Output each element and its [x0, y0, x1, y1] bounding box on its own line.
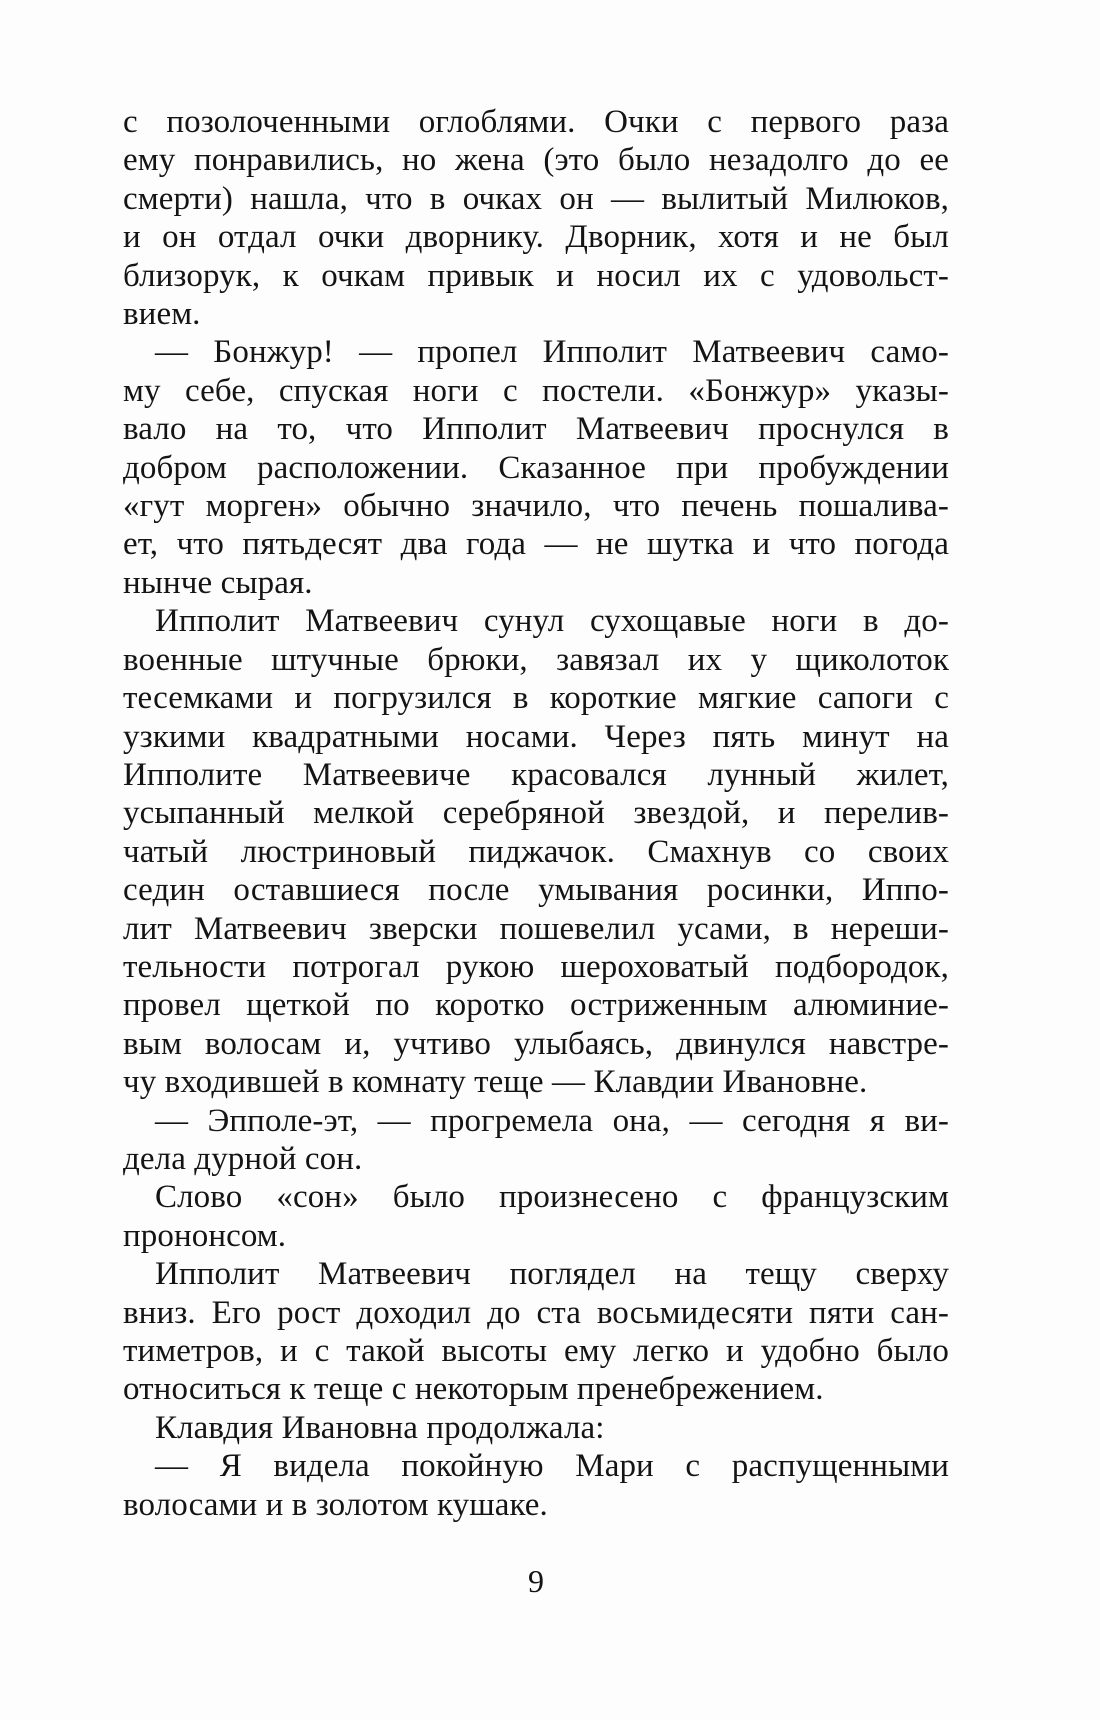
text-line: дела дурной сон. — [123, 1140, 363, 1177]
text-line: — Я видела покойную Мари с распущенными — [155, 1448, 949, 1485]
text-line: «гут морген» обычно значило, что печень пошалива- — [123, 488, 949, 525]
text-line: волосами и в золотом кушаке. — [123, 1486, 548, 1523]
text-line: ему понравились, но жена (это было незадолго до ее — [123, 142, 949, 179]
paragraph — [123, 602, 949, 1101]
text-line: чу входившей в комнату теще — Клавдии Ивановне. — [123, 1064, 868, 1101]
paragraph — [123, 1447, 949, 1524]
text-line: Слово «сон» было произнесено с французским — [155, 1179, 949, 1216]
text-line: военные штучные брюки, завязал их у щиколоток — [123, 641, 949, 678]
text-line: Ипполит Матвеевич поглядел на тещу сверху — [155, 1256, 949, 1293]
text-line: узкими квадратными носами. Через пять минут на — [123, 718, 949, 755]
text-line: тиметров, и с такой высоты ему легко и удобно было — [123, 1333, 949, 1369]
paragraph — [123, 1409, 949, 1447]
text-line: и он отдал очки дворнику. Дворник, хотя и не был — [123, 219, 949, 256]
paragraph — [123, 103, 949, 333]
text-line: провел щеткой по коротко остриженным алюминие- — [123, 987, 949, 1024]
text-line: нынче сырая. — [123, 564, 313, 601]
text-line: му себе, спуская ноги с постели. «Бонжур» указы- — [123, 372, 949, 409]
text-line: тельности потрогал рукою шероховатый подбородок, — [123, 948, 949, 985]
text-line: чатый люстриновый пиджачок. Смахнув со своих — [123, 833, 949, 870]
text-line: вием. — [123, 296, 201, 333]
text-line: близорук, к очкам привык и носил их с удовольст- — [123, 257, 949, 294]
text-line: лит Матвеевич зверски пошевелил усами, в нереши- — [123, 910, 949, 947]
text-block — [123, 103, 949, 1524]
text-line: — Бонжур! — пропел Ипполит Матвеевич само- — [155, 334, 949, 371]
text-line: с позолоченными оглоблями. Очки с первого раза — [123, 104, 949, 140]
text-line: смерти) нашла, что в очках он — вылитый Милюков, — [123, 180, 949, 217]
text-line: — Эпполе-эт, — прогремела она, — сегодня я ви- — [155, 1102, 949, 1139]
text-line: тесемками и погрузился в короткие мягкие сапоги с — [123, 680, 949, 717]
text-line: Ипполит Матвеевич сунул сухощавые ноги в до- — [155, 603, 949, 640]
text-line: добром расположении. Сказанное при пробуждении — [123, 449, 949, 486]
text-line: прононсом. — [123, 1217, 287, 1254]
text-line: ет, что пятьдесят два года — не шутка и что погода — [123, 526, 949, 563]
text-line: относиться к теще с некоторым пренебрежением. — [123, 1371, 824, 1408]
text-line: Ипполите Матвеевиче красовался лунный жилет, — [123, 756, 949, 793]
text-line: вниз. Его рост доходил до ста восьмидесяти пяти сан- — [123, 1294, 949, 1331]
page-number: 9 — [528, 1563, 544, 1599]
text-line: вало на то, что Ипполит Матвеевич проснулся в — [123, 411, 949, 448]
text-line: усыпанный мелкой серебряной звездой, и перелив- — [123, 795, 949, 832]
text-line: вым волосам и, учтиво улыбаясь, двинулся навстре- — [123, 1025, 949, 1062]
paragraph — [123, 1255, 949, 1409]
paragraph — [123, 333, 949, 602]
text-line: Клавдия Ивановна продолжала: — [155, 1409, 605, 1446]
text-line: седин оставшиеся после умывания росинки, Иппо- — [123, 872, 949, 909]
paragraph — [123, 1102, 949, 1179]
paragraph — [123, 1178, 949, 1255]
